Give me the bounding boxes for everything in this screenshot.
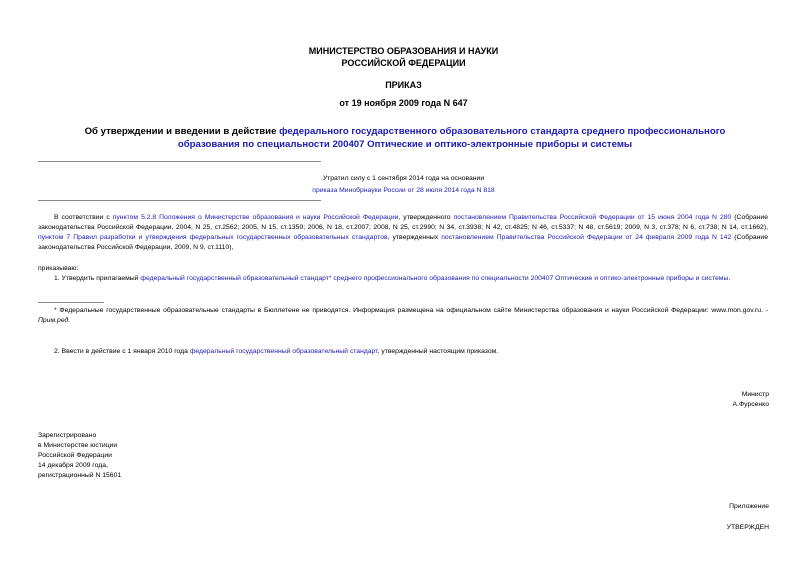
document-date: от 19 ноября 2009 года N 647: [339, 98, 468, 108]
registration-line-5: регистрационный N 15601: [38, 472, 122, 479]
order-word: приказываю:: [38, 265, 79, 272]
registration-line-3: Российской Федерации: [38, 452, 112, 459]
title-prefix: Об утверждении и введении в действие: [84, 126, 280, 137]
rules-link[interactable]: пунктом 7 Правил разработки и утверждения федеральных государственных образовательных стандартов: [38, 234, 388, 241]
standard-link[interactable]: федеральный государственный образовательный стандарт* среднего профессионального образования по специальности 200407 Оптические и оптико-электронные приборы и системы: [140, 275, 729, 282]
footnote-divider: [38, 302, 104, 303]
registration-line-2: в Министерстве юстиции: [38, 442, 118, 449]
resolution-280-link[interactable]: постановлением Правительства Российской Федерации от 15 июня 2004 года N 280: [453, 214, 732, 221]
preamble-text-1: В соответствии с: [54, 214, 113, 221]
signature-block: [733, 390, 769, 410]
registration-line-4: 14 декабря 2009 года,: [38, 462, 108, 469]
item-2-end: , утвержденный настоящим приказом.: [377, 348, 499, 355]
document-type: ПРИКАЗ: [385, 80, 422, 90]
item-1-text: 1. Утвердить прилагаемый: [54, 275, 141, 282]
editor-note: Прим.ред.: [38, 317, 71, 324]
ministry-name-line1: МИНИСТЕРСТВО ОБРАЗОВАНИЯ И НАУКИ: [308, 46, 499, 56]
standard-link-2[interactable]: федеральный государственный образовательный стандарт: [189, 348, 378, 355]
status-order-link[interactable]: приказа Минобрнауки России от 28 июля 2014 года N 818: [312, 187, 495, 194]
preamble-text-3: (Собрание законодательства Российской Федерации, 2004, N 25, ст.2562; 2005, N 15, ст.1350; 2006, N 18, ст.2007; 2008, N 25, ст.2990; N 34, ст.3938; N 42, ст.4825; N 46, ст.5337; N 48, ст.5619; 2009, N 3, ст.378; N 6, ст.738; N 14, ст.1662),: [38, 214, 769, 231]
registration-line-1: Зарегистрировано: [38, 432, 97, 439]
item-2-text: 2. Ввести в действие с 1 января 2010 года: [54, 348, 190, 355]
divider-top: [38, 161, 321, 162]
item-1-end: .: [728, 275, 731, 282]
status-text: Утратил силу с 1 сентября 2014 года на основании: [322, 175, 485, 182]
preamble-paragraph: [38, 213, 768, 253]
signatory-name: А.Фурсенко: [732, 401, 769, 408]
signatory-role: Министр: [741, 391, 769, 398]
appendix-label: Приложение: [729, 503, 769, 510]
divider-bottom: [38, 200, 321, 201]
title-standard-link[interactable]: федерального государственного образовательного стандарта среднего профессионального образования по специальности 200407 Оптические и оптико-электронные приборы и системы: [177, 126, 726, 150]
item-1-paragraph: [38, 274, 768, 284]
resolution-142-link[interactable]: постановлением Правительства Российской Федерации от 24 февраля 2009 года N 142: [441, 234, 732, 241]
ministry-name-line2: РОССИЙСКОЙ ФЕДЕРАЦИИ: [341, 58, 466, 68]
footnote-text: * Федеральные государственные образовательные стандарты в Бюллетене не приводятся. Информация размещена на официальном сайте Министерства образования и науки Российской Федерации: www.mon.gov.ru. -: [54, 307, 768, 314]
footnote-paragraph: [38, 306, 768, 326]
preamble-text-4: , утвержденных: [387, 234, 442, 241]
item-2-paragraph: [38, 347, 768, 357]
preamble-text-5: (Собрание законодательства Российской Федерации, 2009, N 9, ст.1110),: [38, 234, 768, 251]
registration-block: [38, 431, 121, 481]
status-note: [0, 174, 807, 196]
document-title: [60, 125, 750, 151]
regulation-link[interactable]: пунктом 5.2.8 Положения о Министерстве образования и науки Российской Федерации: [112, 214, 399, 221]
preamble-text-2: , утвержденного: [398, 214, 454, 221]
approved-label: УТВЕРЖДЕН: [726, 524, 769, 531]
